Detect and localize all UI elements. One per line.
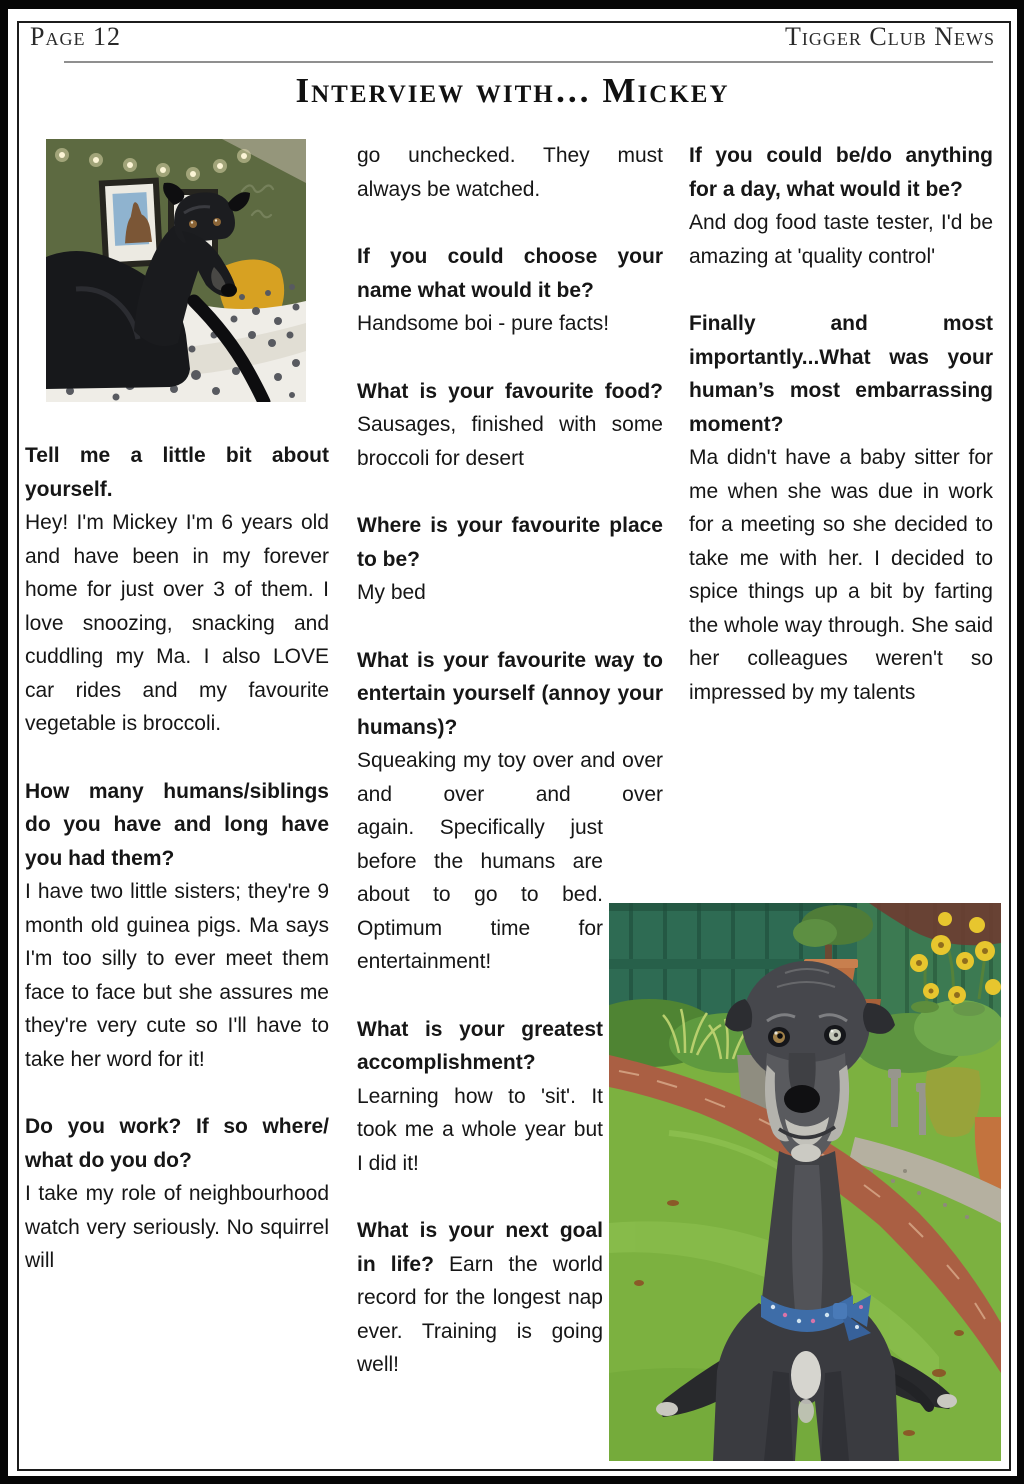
qa-section (357, 240, 663, 341)
question: Do you work? If so where/​what do you do? (25, 1115, 329, 1172)
column-1 (25, 139, 329, 1312)
answer: I have two little sisters; they're 9 month old guinea pigs. Ma says I'm too silly to ever meet them face to face but she assures me they're very cute so I'll have to take her word for it! (25, 880, 329, 1071)
question: What is your favourite way to entertain yourself (annoy your humans)? (357, 648, 663, 739)
qa-section (357, 509, 663, 610)
bed-photo-illustration (46, 139, 306, 402)
answer: Learning how to 'sit'. It took me a whole year but I did it! (357, 1084, 603, 1175)
qa-section (357, 1013, 603, 1181)
question-answer-inline (357, 1214, 603, 1382)
article-title: Interview with… Mickey (295, 71, 730, 110)
qa-section (25, 1110, 329, 1278)
qa-section (357, 375, 663, 476)
question: If you could choose your name what would it be? (357, 245, 663, 302)
question-answer-inline (357, 375, 663, 476)
photo-dog-on-bed (46, 139, 306, 402)
answer: Handsome boi - pure facts! (357, 312, 610, 335)
garden-photo-illustration (609, 903, 1001, 1461)
header-rule (64, 61, 993, 63)
answer: Hey! I'm Mickey I'm 6 years old and have been in my forever home for just over 3 of them. I love snoozing, snacking and cuddling my Ma. I also LOVE car rides and my favourite vegetable is broccoli. (25, 511, 329, 735)
answer: I take my role of neighbourhood watch very seriously. No squirrel will (25, 1182, 329, 1272)
newsletter-page (8, 9, 1017, 1476)
question: What is your favourite food? (357, 379, 663, 403)
question: What is your greatest accomplishment? (357, 1017, 603, 1074)
question: Finally and most importantly...What was your human’s most embarrassing moment? (689, 312, 993, 436)
answer: Earn the world record for the longest nap ever. Training is going well! (357, 1252, 603, 1376)
answer-wrapped: again. Specifically just before the humans are about to go to bed. Optimum time for entertainment! (357, 816, 603, 973)
qa-section (357, 139, 663, 206)
qa-section (357, 1214, 603, 1382)
question: What is your next goal in life? (357, 1219, 603, 1276)
picture-frame-left (99, 177, 164, 268)
qa-section (25, 439, 329, 741)
publication-name: Tigger Club News (785, 22, 995, 51)
photo-dog-in-garden (609, 903, 1001, 1461)
question: How many humans/​siblings do you have and long have you had them? (25, 779, 329, 870)
question: Tell me a little bit about yourself. (25, 444, 329, 501)
page-number: Page 12 (30, 22, 121, 51)
answer-continued: go unchecked. They must always be watched. (357, 144, 663, 201)
question: Where is your favourite place to be? (357, 514, 663, 571)
answer: Sausages, finished with some broccoli for desert (357, 413, 663, 470)
answer: My bed (357, 581, 426, 604)
answer: Ma didn't have a baby sitter for me when she was due in work for a meeting so she decided to take me with her. I decided to spice things up a bit by farting the whole way through. She said her colleagues weren't so impressed by my talents (689, 446, 993, 704)
column-3 (689, 139, 993, 743)
answer: Squeaking my toy over and over and over and over (357, 749, 663, 806)
qa-section (689, 307, 993, 709)
qa-section (25, 775, 329, 1077)
qa-section (689, 139, 993, 273)
question: If you could be/do anything for a day, what would it be? (689, 144, 993, 201)
answer: And dog food taste tester, I'd be amazing at 'quality control' (689, 211, 993, 268)
